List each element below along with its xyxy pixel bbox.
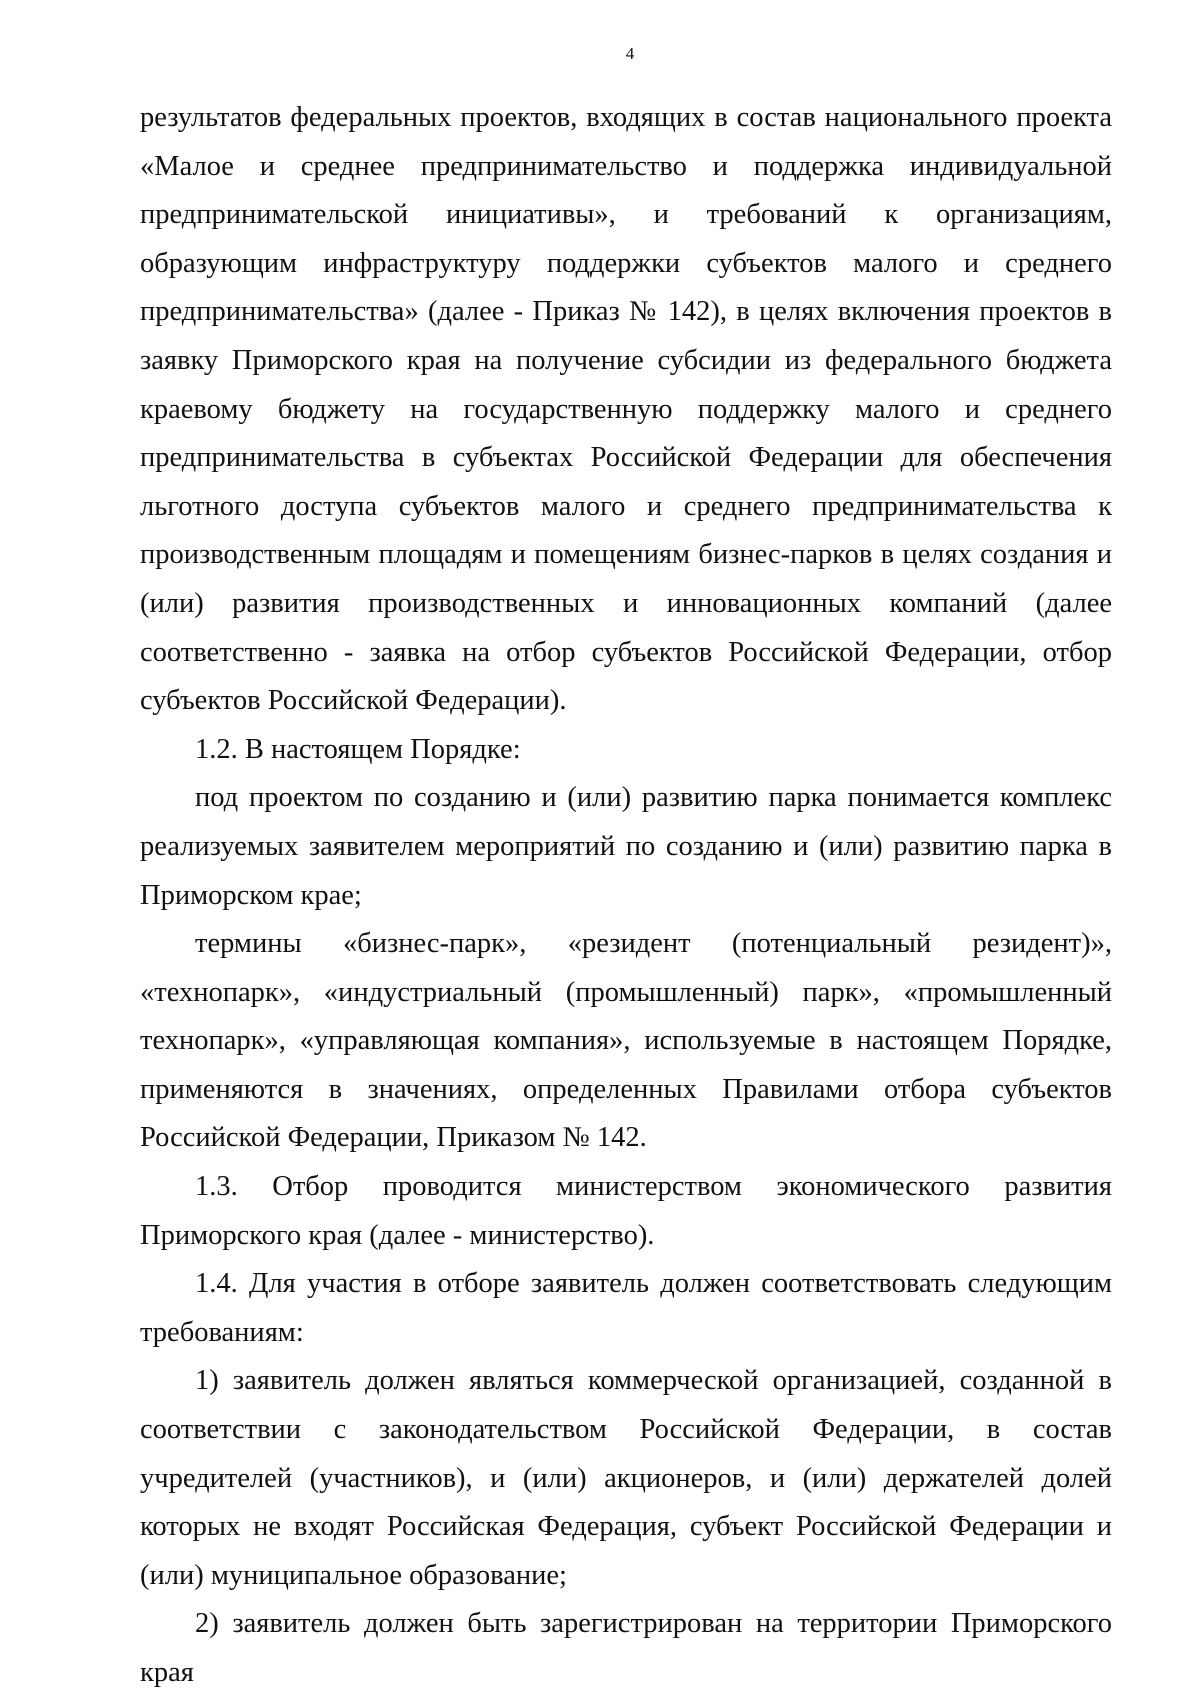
paragraph-terms: термины «бизнес-парк», «резидент (потенциальный резидент)», «технопарк», «индустриальный (промышленный) парк», «промышленный технопарк», «управляющая компания», используемые в настоящем Порядке, применяются в значениях, определенных Правилами отбора субъектов Российской Федерации, Приказом № 142.: [140, 928, 1112, 1154]
paragraph-project-definition: под проектом по созданию и (или) развитию парка понимается комплекс реализуемых заявителем мероприятий по созданию и (или) развитию парка в Приморском крае;: [140, 782, 1112, 911]
paragraph-clause-1-4: 1.4. Для участия в отборе заявитель должен соответствовать следующим требованиям:: [140, 1268, 1112, 1348]
paragraph-continuation: результатов федеральных проектов, входящих в состав национального проекта «Малое и среднее предпринимательство и поддержка индивидуальной предпринимательской инициативы», и требований к организациям, образующим инфраструктуру поддержки субъектов малого и среднего предпринимательства» (далее - Приказ № 142), в целях включения проектов в заявку Приморского края на получение субсидии из федерального бюджета краевому бюджету на государственную поддержку малого и среднего предпринимательства в субъектах Российской Федерации для обеспечения льготного доступа субъектов малого и среднего предпринимательства к производственным площадям и помещениям бизнес-парков в целях создания и (или) развития производственных и инновационных компаний (далее соответственно - заявка на отбор субъектов Российской Федерации, отбор субъектов Российской Федерации).: [140, 102, 1112, 717]
page-number: 4: [625, 44, 635, 63]
paragraph-clause-1-2: 1.2. В настоящем Порядке:: [195, 733, 521, 765]
document-body: [140, 94, 1112, 1698]
paragraph-requirement-1: 1) заявитель должен являться коммерческой организацией, созданной в соответствии с законодательством Российской Федерации, в состав учредителей (участников), и (или) акционеров, и (или) держателей долей которых не входят Российская Федерация, субъект Российской Федерации и (или) муниципальное образование;: [140, 1365, 1112, 1591]
paragraph-requirement-2: 2) заявитель должен быть зарегистрирован на территории Приморского края: [140, 1608, 1112, 1688]
paragraph-clause-1-3: 1.3. Отбор проводится министерством экономического развития Приморского края (далее - министерство).: [140, 1171, 1112, 1251]
